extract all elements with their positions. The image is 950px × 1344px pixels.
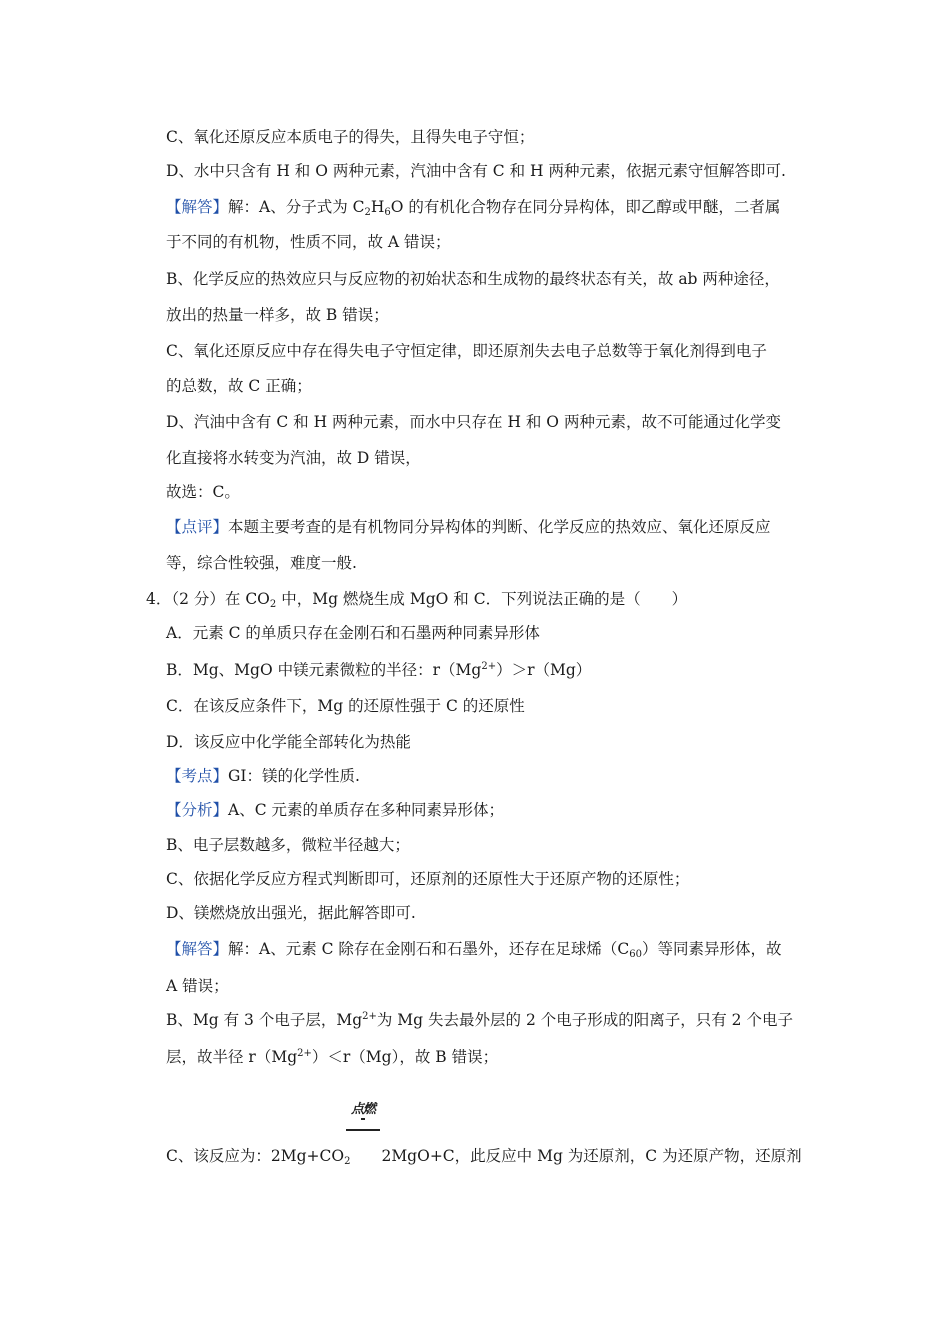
text-line <box>166 552 357 574</box>
text-line <box>166 1046 498 1068</box>
text-line <box>166 304 389 326</box>
text-line <box>166 834 410 856</box>
text-line <box>166 868 689 890</box>
line-text: C、依据化学反应方程式判断即可，还原剂的还原性大于还原产物的还原性； <box>166 870 690 888</box>
text-line <box>166 659 591 681</box>
line-text: 化直接将水转变为汽油，故 D 错误， <box>166 449 421 467</box>
subscript: 2 <box>364 207 371 218</box>
text-line <box>166 126 534 148</box>
section-tag: 【点评】 <box>166 518 229 536</box>
text-line <box>166 516 771 538</box>
line-text: C．在该反应条件下，Mg 的还原性强于 C 的还原性 <box>166 697 525 715</box>
line-text: 放出的热量一样多，故 B 错误； <box>166 306 389 324</box>
line-text: 中，Mg 燃烧生成 MgO 和 C．下列说法正确的是（ ） <box>276 590 688 608</box>
subscript: 6 <box>384 207 391 218</box>
line-text: B．Mg、MgO 中镁元素微粒的半径：r（Mg <box>166 661 482 679</box>
text-line <box>166 695 525 717</box>
line-text: 于不同的有机物，性质不同，故 A 错误； <box>166 233 451 251</box>
text-line <box>166 731 411 753</box>
section-tag: 【考点】 <box>166 767 229 785</box>
text-line <box>166 622 540 644</box>
text-line <box>166 268 780 290</box>
subscript: 2 <box>344 1156 351 1167</box>
section-tag: 【分析】 <box>166 801 229 819</box>
line-text: D、镁燃烧放出强光，据此解答即可. <box>166 904 416 922</box>
text-line <box>166 447 421 469</box>
text-line <box>166 411 781 433</box>
condition-mark <box>361 1118 365 1120</box>
text-line <box>166 1145 802 1167</box>
reaction-condition <box>346 1098 380 1132</box>
text-line <box>166 938 782 960</box>
text-line <box>166 340 767 362</box>
line-text: 2MgO+C，此反应中 Mg 为还原剂，C 为还原产物，还原剂 <box>350 1147 802 1165</box>
subscript: 60 <box>629 949 643 960</box>
line-text: A 错误； <box>166 977 229 995</box>
line-text: B、Mg 有 3 个电子层，Mg <box>166 1011 363 1029</box>
text-line <box>146 588 687 610</box>
line-text: 4．（2 分）在 CO <box>146 590 270 608</box>
line-text: 等，综合性较强，难度一般. <box>166 554 357 572</box>
reaction-condition-label: 点燃 <box>350 1102 375 1117</box>
line-text: 解：A、元素 C 除存在金刚石和石墨外，还存在足球烯（C <box>228 940 630 958</box>
line-text: 的总数，故 C 正确； <box>166 377 312 395</box>
text-line <box>166 765 360 787</box>
line-text: GI：镁的化学性质. <box>228 767 360 785</box>
text-line <box>166 799 504 821</box>
text-line <box>166 375 312 397</box>
text-line <box>166 160 786 182</box>
line-text: H <box>370 198 385 216</box>
text-line <box>166 1009 793 1031</box>
line-text: D．该反应中化学能全部转化为热能 <box>166 733 411 751</box>
line-text: 为 Mg 失去最外层的 2 个电子形成的阳离子，只有 2 个电子 <box>376 1011 793 1029</box>
condition-bar <box>346 1129 380 1131</box>
text-line <box>166 481 240 503</box>
line-text: O 的有机化合物存在同分异构体，即乙醇或甲醚，二者属 <box>390 198 781 216</box>
line-text: 本题主要考查的是有机物同分异构体的判断、化学反应的热效应、氧化还原反应 <box>228 518 771 536</box>
superscript: 2+ <box>362 1011 377 1022</box>
line-text: C、氧化还原反应本质电子的得失，且得失电子守恒； <box>166 128 535 146</box>
line-text: 层，故半径 r（Mg <box>166 1048 298 1066</box>
subscript: 2 <box>269 599 277 610</box>
superscript: 2+ <box>481 661 497 672</box>
section-tag: 【解答】 <box>166 198 229 216</box>
line-text: ）等同素异形体，故 <box>642 940 782 958</box>
line-text: 解：A、分子式为 C <box>228 198 365 216</box>
line-text: B、电子层数越多，微粒半径越大； <box>166 836 410 854</box>
line-text: B、化学反应的热效应只与反应物的初始状态和生成物的最终状态有关，故 ab 两种途径， <box>166 270 780 288</box>
section-tag: 【解答】 <box>166 940 229 958</box>
line-text: 故选：C。 <box>166 483 240 501</box>
text-line <box>166 902 416 924</box>
line-text: ）＜r（Mg），故 B 错误； <box>311 1048 499 1066</box>
line-text: D、水中只含有 H 和 O 两种元素，汽油中含有 C 和 H 两种元素，依据元素守恒解答即可. <box>166 162 786 180</box>
text-line <box>166 975 229 997</box>
line-text: C、氧化还原反应中存在得失电子守恒定律，即还原剂失去电子总数等于氧化剂得到电子 <box>166 342 767 360</box>
line-text: A、C 元素的单质存在多种同素异形体； <box>228 801 504 819</box>
line-text: A．元素 C 的单质只存在金刚石和石墨两种同素异形体 <box>166 624 540 642</box>
text-line <box>166 231 451 253</box>
line-text: D、汽油中含有 C 和 H 两种元素，而水中只存在 H 和 O 两种元素，故不可能通过化学变 <box>166 413 781 431</box>
line-text: C、该反应为：2Mg+CO <box>166 1147 345 1165</box>
superscript: 2+ <box>297 1048 312 1059</box>
line-text: ）＞r（Mg） <box>496 661 592 679</box>
text-line <box>166 196 780 218</box>
